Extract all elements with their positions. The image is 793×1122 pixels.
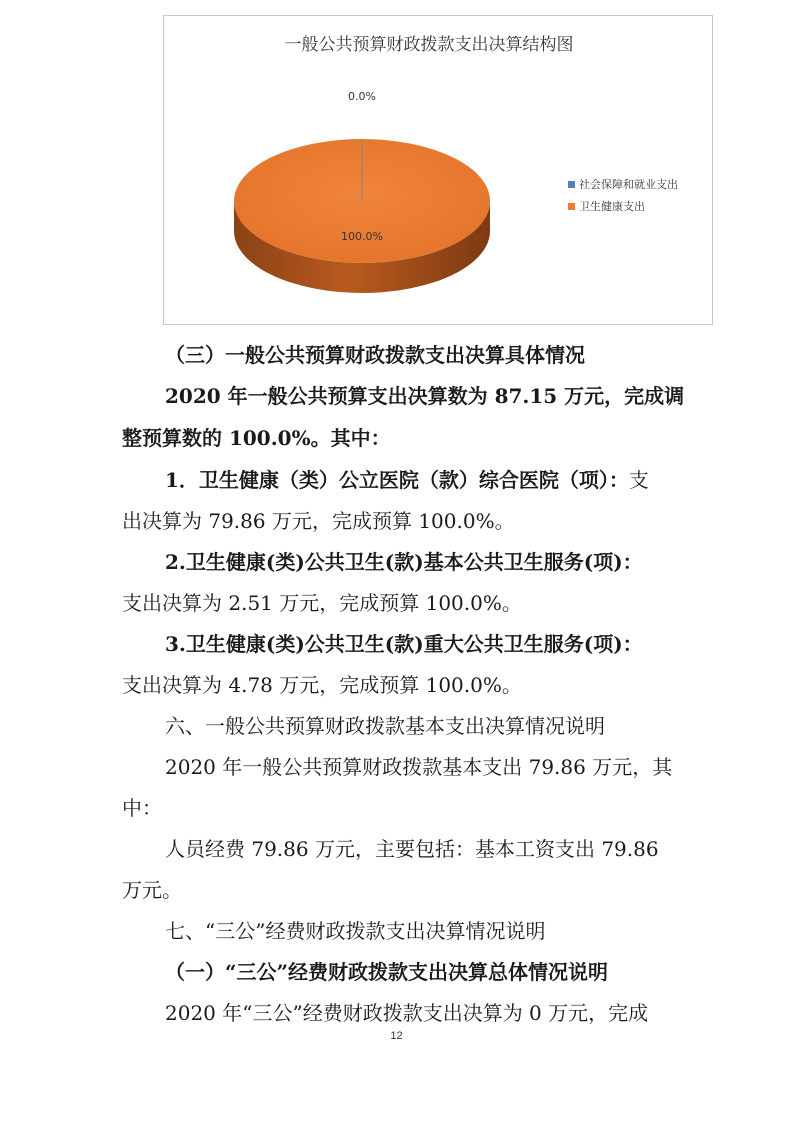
slice-label-health: 100.0%	[341, 230, 383, 243]
item-3-heading: 3.卫生健康(类)公共卫生(款)重大公共卫生服务(项)：	[165, 632, 643, 656]
item-2-heading: 2.卫生健康(类)公共卫生(款)基本公共卫生服务(项)：	[165, 550, 643, 574]
item-2-line-2: 支出决算为 2.51 万元，完成预算 100.0%。	[122, 591, 522, 615]
section-heading-3: （三）一般公共预算财政拨款支出决算具体情况	[165, 343, 585, 367]
three-public-line-1: 2020 年“三公”经费财政拨款支出决算为 0 万元，完成	[165, 1001, 649, 1025]
basic-expense-line-2: 中：	[122, 796, 162, 820]
section-heading-6: 六、一般公共预算财政拨款基本支出决算情况说明	[165, 714, 605, 738]
summary-line-2: 整预算数的 100.0%。其中：	[122, 426, 391, 450]
slice-label-social: 0.0%	[348, 90, 376, 103]
pie-chart-svg	[164, 16, 714, 326]
item-1-heading-tail: 支	[628, 468, 649, 492]
legend-swatch-social	[568, 181, 575, 188]
legend-label-social: 社会保障和就业支出	[579, 178, 678, 191]
chart-title: 一般公共预算财政拨款支出决算结构图	[284, 35, 574, 55]
item-1-line-2: 出决算为 79.86 万元，完成预算 100.0%。	[122, 509, 515, 533]
basic-expense-line-1: 2020 年一般公共预算财政拨款基本支出 79.86 万元，其	[165, 755, 673, 779]
item-1-line-1	[165, 465, 649, 495]
summary-line-1: 2020 年一般公共预算支出决算数为 87.15 万元，完成调	[165, 384, 685, 408]
personnel-line-1: 人员经费 79.86 万元，主要包括：基本工资支出 79.86	[165, 837, 659, 861]
personnel-line-2: 万元。	[122, 878, 182, 902]
legend-swatch-health	[568, 203, 575, 210]
item-1-heading: 1．卫生健康（类）公立医院（款）综合医院（项）：	[165, 468, 629, 492]
subsection-heading-7-1: （一）“三公”经费财政拨款支出决算总体情况说明	[165, 960, 609, 984]
item-3-line-2: 支出决算为 4.78 万元，完成预算 100.0%。	[122, 673, 522, 697]
pie-chart	[163, 15, 713, 325]
page-number: 12	[390, 1030, 403, 1042]
legend-label-health: 卫生健康支出	[579, 200, 645, 213]
section-heading-7: 七、“三公”经费财政拨款支出决算情况说明	[165, 919, 546, 943]
